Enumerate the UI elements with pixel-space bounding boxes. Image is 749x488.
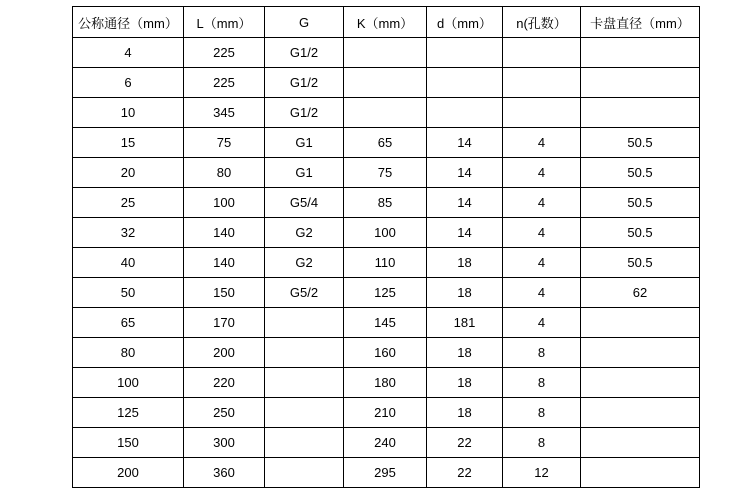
table-cell — [503, 38, 581, 68]
table-cell: 200 — [73, 458, 184, 488]
table-cell: 295 — [344, 458, 427, 488]
table-cell: 14 — [427, 128, 503, 158]
column-header-k: K（mm） — [344, 7, 427, 38]
table-cell: 170 — [184, 308, 265, 338]
table-cell: 160 — [344, 338, 427, 368]
table-cell: 110 — [344, 248, 427, 278]
table-cell: 80 — [73, 338, 184, 368]
table-row — [73, 428, 700, 458]
table-cell — [581, 428, 700, 458]
table-cell: 50.5 — [581, 158, 700, 188]
table-cell — [265, 458, 344, 488]
table-cell — [344, 98, 427, 128]
table-row — [73, 38, 700, 68]
table-cell: 18 — [427, 278, 503, 308]
table-row — [73, 248, 700, 278]
table-cell: 4 — [503, 248, 581, 278]
table-cell — [265, 398, 344, 428]
table-cell: 360 — [184, 458, 265, 488]
table-cell: G1 — [265, 158, 344, 188]
specification-table — [72, 6, 700, 488]
table-cell: 250 — [184, 398, 265, 428]
table-cell: 75 — [184, 128, 265, 158]
table-cell: 4 — [503, 188, 581, 218]
table-cell: 4 — [503, 128, 581, 158]
table-cell — [427, 38, 503, 68]
table-cell: 100 — [184, 188, 265, 218]
column-header-chuck-diameter: 卡盘直径（mm） — [581, 7, 700, 38]
table-cell: 4 — [503, 278, 581, 308]
table-cell: G1/2 — [265, 38, 344, 68]
table-cell — [581, 338, 700, 368]
table-cell: 18 — [427, 398, 503, 428]
table-cell: 225 — [184, 38, 265, 68]
table-cell: 100 — [73, 368, 184, 398]
table-row — [73, 68, 700, 98]
table-cell: 20 — [73, 158, 184, 188]
table-cell: G5/2 — [265, 278, 344, 308]
table-cell: 210 — [344, 398, 427, 428]
table-row — [73, 278, 700, 308]
table-cell — [581, 308, 700, 338]
table-cell: 345 — [184, 98, 265, 128]
table-cell: 50.5 — [581, 128, 700, 158]
table-cell: 300 — [184, 428, 265, 458]
table-cell: G1/2 — [265, 68, 344, 98]
table-cell — [265, 338, 344, 368]
column-header-length: L（mm） — [184, 7, 265, 38]
table-cell: 14 — [427, 188, 503, 218]
table-cell — [581, 398, 700, 428]
table-cell — [265, 308, 344, 338]
table-cell: 50.5 — [581, 248, 700, 278]
column-header-thread: G — [265, 7, 344, 38]
table-cell — [344, 68, 427, 98]
table-cell: 62 — [581, 278, 700, 308]
table-cell — [265, 428, 344, 458]
table-cell: 18 — [427, 338, 503, 368]
table-cell: 100 — [344, 218, 427, 248]
table-header-row — [73, 7, 700, 38]
table-cell: G2 — [265, 218, 344, 248]
spec-table-container — [72, 6, 700, 488]
table-cell: 10 — [73, 98, 184, 128]
column-header-hole-count: n(孔数） — [503, 7, 581, 38]
table-cell: 50.5 — [581, 218, 700, 248]
table-cell: 14 — [427, 158, 503, 188]
table-cell: 25 — [73, 188, 184, 218]
table-cell — [581, 368, 700, 398]
table-cell: 220 — [184, 368, 265, 398]
table-cell: G2 — [265, 248, 344, 278]
table-cell: 180 — [344, 368, 427, 398]
table-cell — [427, 98, 503, 128]
table-cell: 140 — [184, 218, 265, 248]
table-cell: 65 — [344, 128, 427, 158]
table-header-row-group — [73, 7, 700, 38]
table-cell: 4 — [503, 218, 581, 248]
table-cell — [427, 68, 503, 98]
table-cell: G1 — [265, 128, 344, 158]
table-cell: 140 — [184, 248, 265, 278]
table-row — [73, 308, 700, 338]
table-row — [73, 98, 700, 128]
table-cell: 125 — [344, 278, 427, 308]
table-cell: 181 — [427, 308, 503, 338]
table-cell: 4 — [73, 38, 184, 68]
table-row — [73, 398, 700, 428]
table-cell: 85 — [344, 188, 427, 218]
table-cell: 8 — [503, 368, 581, 398]
table-cell: 150 — [73, 428, 184, 458]
table-cell: 8 — [503, 398, 581, 428]
table-row — [73, 188, 700, 218]
table-cell: 4 — [503, 158, 581, 188]
table-body — [73, 38, 700, 488]
table-cell — [265, 368, 344, 398]
table-cell — [581, 458, 700, 488]
table-cell: 4 — [503, 308, 581, 338]
table-cell: 8 — [503, 338, 581, 368]
table-row — [73, 338, 700, 368]
table-cell: 18 — [427, 248, 503, 278]
table-cell: 12 — [503, 458, 581, 488]
table-cell: 50.5 — [581, 188, 700, 218]
table-cell — [344, 38, 427, 68]
table-cell — [581, 98, 700, 128]
table-cell — [581, 68, 700, 98]
table-cell: 80 — [184, 158, 265, 188]
table-row — [73, 458, 700, 488]
table-cell: 15 — [73, 128, 184, 158]
table-cell: 150 — [184, 278, 265, 308]
table-cell — [581, 38, 700, 68]
table-row — [73, 128, 700, 158]
table-cell: 145 — [344, 308, 427, 338]
table-cell: 8 — [503, 428, 581, 458]
table-cell: 18 — [427, 368, 503, 398]
table-cell: 200 — [184, 338, 265, 368]
table-cell — [503, 98, 581, 128]
table-cell: 40 — [73, 248, 184, 278]
table-cell: 50 — [73, 278, 184, 308]
table-cell: G5/4 — [265, 188, 344, 218]
table-cell: 65 — [73, 308, 184, 338]
table-row — [73, 218, 700, 248]
column-header-d: d（mm） — [427, 7, 503, 38]
table-cell: 75 — [344, 158, 427, 188]
table-cell — [503, 68, 581, 98]
table-cell: 6 — [73, 68, 184, 98]
table-cell: 22 — [427, 458, 503, 488]
table-row — [73, 158, 700, 188]
table-cell: 240 — [344, 428, 427, 458]
table-row — [73, 368, 700, 398]
table-cell: G1/2 — [265, 98, 344, 128]
table-cell: 125 — [73, 398, 184, 428]
table-cell: 225 — [184, 68, 265, 98]
table-cell: 22 — [427, 428, 503, 458]
table-cell: 14 — [427, 218, 503, 248]
column-header-nominal-diameter: 公称通径（mm） — [73, 7, 184, 38]
table-cell: 32 — [73, 218, 184, 248]
